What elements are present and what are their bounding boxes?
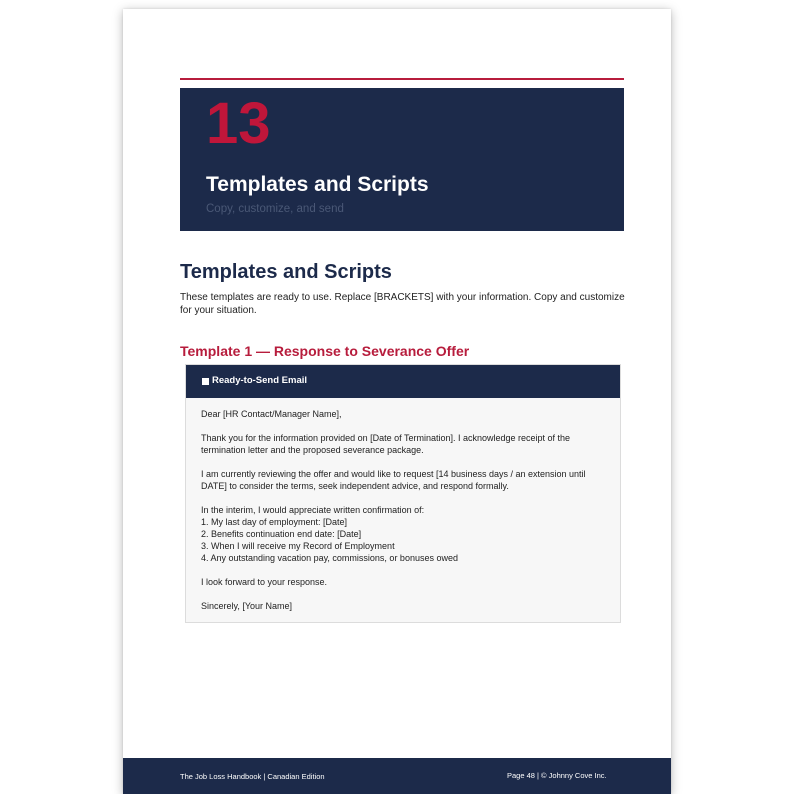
email-list-item: 1. My last day of employment: [Date] <box>201 517 348 527</box>
email-template-box <box>185 364 621 623</box>
email-greeting: Dear [HR Contact/Manager Name], <box>201 409 342 419</box>
page-footer <box>123 758 671 794</box>
email-list-item: 3. When I will receive my Record of Employment <box>201 541 395 551</box>
email-closing: I look forward to your response. <box>201 577 328 587</box>
template-heading: Template 1 — Response to Severance Offer <box>180 343 470 359</box>
email-box-label: Ready-to-Send Email <box>212 375 308 386</box>
intro-paragraph: These templates are ready to use. Replace [BRACKETS] with your information. Copy and customize for your situation. <box>180 292 625 316</box>
email-body <box>201 408 609 624</box>
footer-page-info: Page 48 | © Johnny Cove Inc. <box>507 771 607 780</box>
chapter-subtitle: Copy, customize, and send <box>206 203 344 215</box>
top-rule <box>180 78 624 80</box>
footer-book-title: The Job Loss Handbook | Canadian Edition <box>180 772 325 781</box>
email-box-header <box>186 365 620 398</box>
email-signoff: Sincerely, [Your Name] <box>201 601 293 611</box>
section-heading: Templates and Scripts <box>180 261 392 283</box>
email-paragraph: I am currently reviewing the offer and would like to request [14 business days / an extension until DATE] to consider the terms, seek independent advice, and respond formally. <box>201 469 586 491</box>
email-list-intro: In the interim, I would appreciate written confirmation of: <box>201 505 425 515</box>
chapter-banner <box>180 88 624 231</box>
email-list-item: 2. Benefits continuation end date: [Date] <box>201 529 362 539</box>
email-paragraph: Thank you for the information provided on [Date of Termination]. I acknowledge receipt of the termination letter and the proposed severance package. <box>201 433 571 455</box>
square-icon <box>202 378 209 385</box>
chapter-title: Templates and Scripts <box>206 173 429 196</box>
email-list <box>201 504 609 564</box>
email-list-item: 4. Any outstanding vacation pay, commissions, or bonuses owed <box>201 553 458 563</box>
document-page <box>123 9 671 794</box>
chapter-number: 13 <box>206 91 271 156</box>
